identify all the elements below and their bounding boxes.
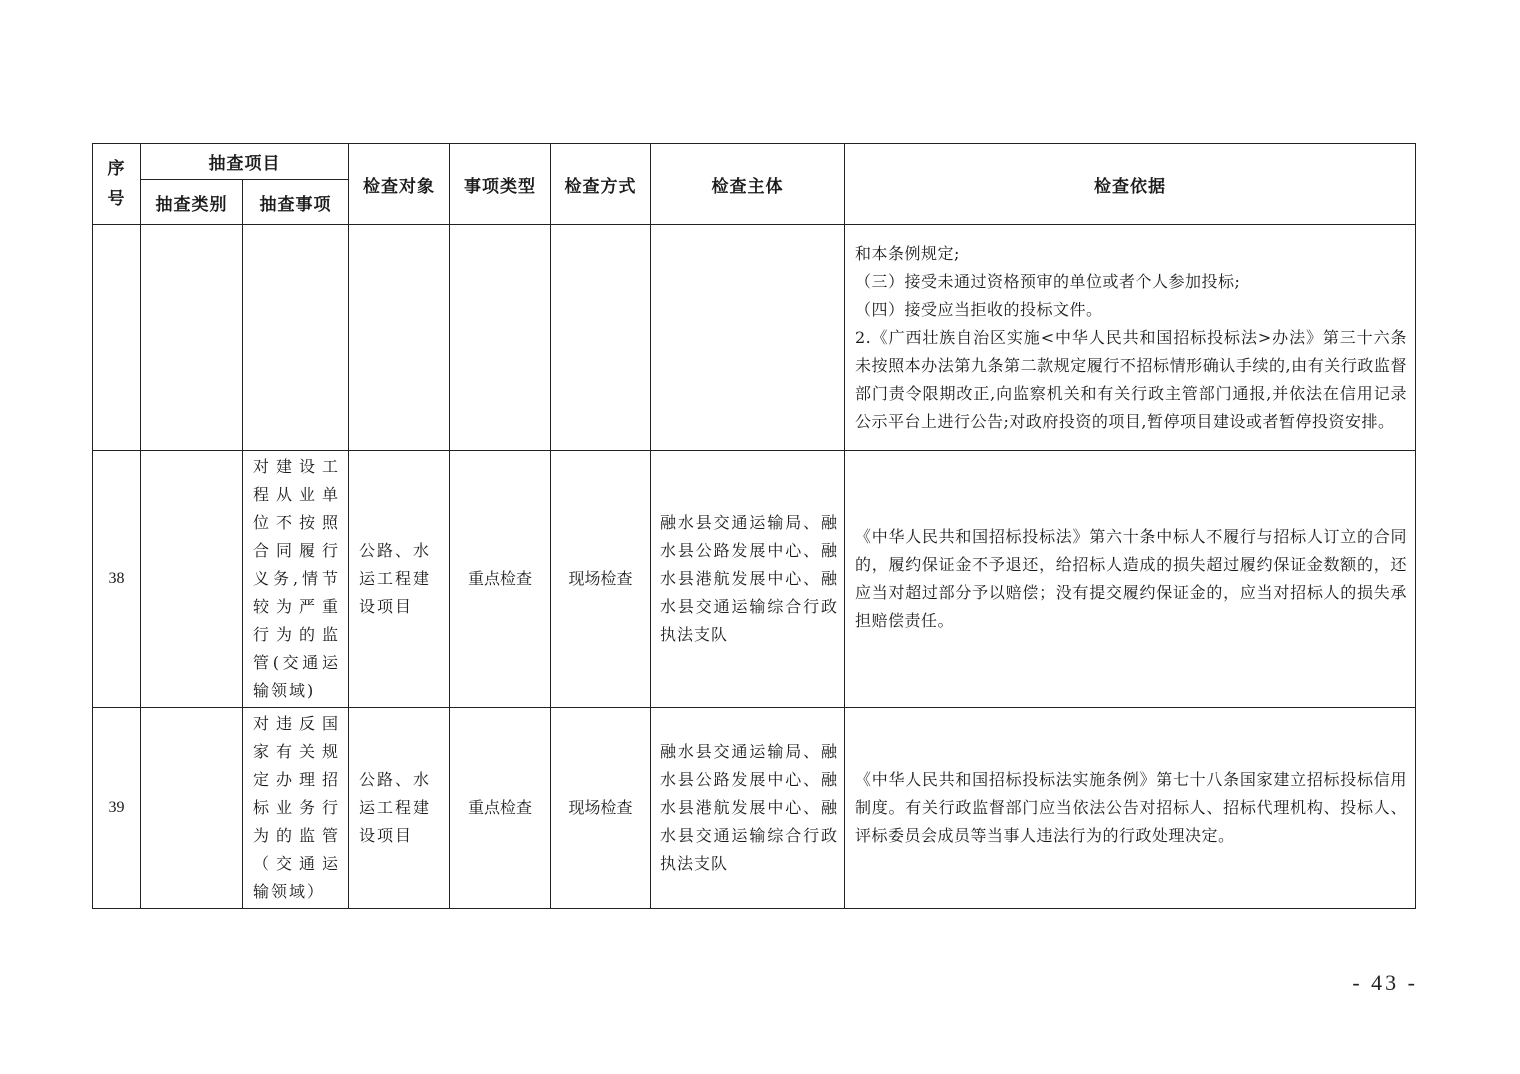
row-item-type: 重点检查 bbox=[450, 451, 551, 708]
row-seq bbox=[93, 225, 141, 451]
header-matter: 抽查事项 bbox=[243, 180, 349, 225]
basis-line: （三）接受未通过资格预审的单位或者个人参加投标; bbox=[855, 271, 1241, 291]
row-category bbox=[141, 451, 243, 708]
subject-text: 融水县交通运输局、融水县公路发展中心、融水县港航发展中心、融水县交通运输综合行政执法支队 bbox=[660, 742, 838, 873]
row-category bbox=[141, 225, 243, 451]
header-item-type: 事项类型 bbox=[450, 144, 551, 225]
row-target bbox=[349, 225, 450, 451]
basis-line: 《中华人民共和国招标投标法》第六十条中标人不履行与招标人订立的合同的，履约保证金不予退还，给招标人造成的损失超过履约保证金数额的，还应当对超过部分予以赔偿；没有提交履约保证金的，应当对招标人的损失承担赔偿责任。 bbox=[855, 527, 1407, 630]
row-category bbox=[141, 708, 243, 909]
header-row-1 bbox=[93, 144, 1416, 180]
basis-line: 2.《广西壮族自治区实施<中华人民共和国招标投标法>办法》第三十六条未按照本办法第九条第二款规定履行不招标情形确认手续的,由有关行政监督部门责令限期改正,向监察机关和有关行政主管部门通报,并依法在信用记录公示平台上进行公告;对政府投资的项目,暂停项目建设或者暂停投资安排。 bbox=[855, 327, 1407, 431]
row-method bbox=[551, 225, 651, 451]
row-method: 现场检查 bbox=[551, 708, 651, 909]
subject-text: 融水县交通运输局、融水县公路发展中心、融水县港航发展中心、融水县交通运输综合行政执法支队 bbox=[660, 513, 838, 644]
header-seq-text: 序号 bbox=[107, 159, 126, 209]
header-project-group: 抽查项目 bbox=[141, 144, 349, 180]
row-basis bbox=[845, 225, 1416, 451]
row-target bbox=[349, 708, 450, 909]
row-subject bbox=[651, 225, 845, 451]
basis-text-block bbox=[845, 764, 1415, 852]
row-matter bbox=[243, 708, 349, 909]
row-matter bbox=[243, 451, 349, 708]
basis-line: 和本条例规定; bbox=[855, 243, 960, 263]
row-item-type bbox=[450, 225, 551, 451]
target-text: 公路、水运工程建设项目 bbox=[359, 770, 432, 845]
header-target: 检查对象 bbox=[349, 144, 450, 225]
header-basis: 检查依据 bbox=[845, 144, 1416, 225]
basis-text-block bbox=[845, 521, 1415, 637]
matter-text: 对建设工程从业单位不按照合同履行义务,情节较为严重行为的监管(交通运输领域) bbox=[253, 457, 340, 700]
table-row bbox=[93, 708, 1416, 909]
basis-line: 《中华人民共和国招标投标法实施条例》第七十八条国家建立招标投标信用制度。有关行政监督部门应当依法公告对招标人、招标代理机构、投标人、评标委员会成员等当事人违法行为的行政处理决定。 bbox=[855, 770, 1407, 845]
matter-text: 对违反国家有关规定办理招标业务行为的监管（交通运输领域） bbox=[253, 714, 340, 901]
row-matter bbox=[243, 225, 349, 451]
row-basis bbox=[845, 451, 1416, 708]
row-item-type: 重点检查 bbox=[450, 708, 551, 909]
header-subject: 检查主体 bbox=[651, 144, 845, 225]
table-row bbox=[93, 225, 1416, 451]
row-subject bbox=[651, 708, 845, 909]
basis-line: （四）接受应当拒收的投标文件。 bbox=[855, 299, 1103, 319]
header-seq bbox=[93, 144, 141, 225]
row-subject bbox=[651, 451, 845, 708]
target-text: 公路、水运工程建设项目 bbox=[359, 541, 432, 616]
basis-text-block bbox=[845, 238, 1415, 438]
row-seq: 39 bbox=[93, 708, 141, 909]
row-target bbox=[349, 451, 450, 708]
table-row bbox=[93, 451, 1416, 708]
row-seq: 38 bbox=[93, 451, 141, 708]
row-basis bbox=[845, 708, 1416, 909]
header-method: 检查方式 bbox=[551, 144, 651, 225]
header-category: 抽查类别 bbox=[141, 180, 243, 225]
page-number: - 43 - bbox=[1352, 970, 1418, 995]
row-method: 现场检查 bbox=[551, 451, 651, 708]
inspection-table bbox=[92, 143, 1416, 909]
